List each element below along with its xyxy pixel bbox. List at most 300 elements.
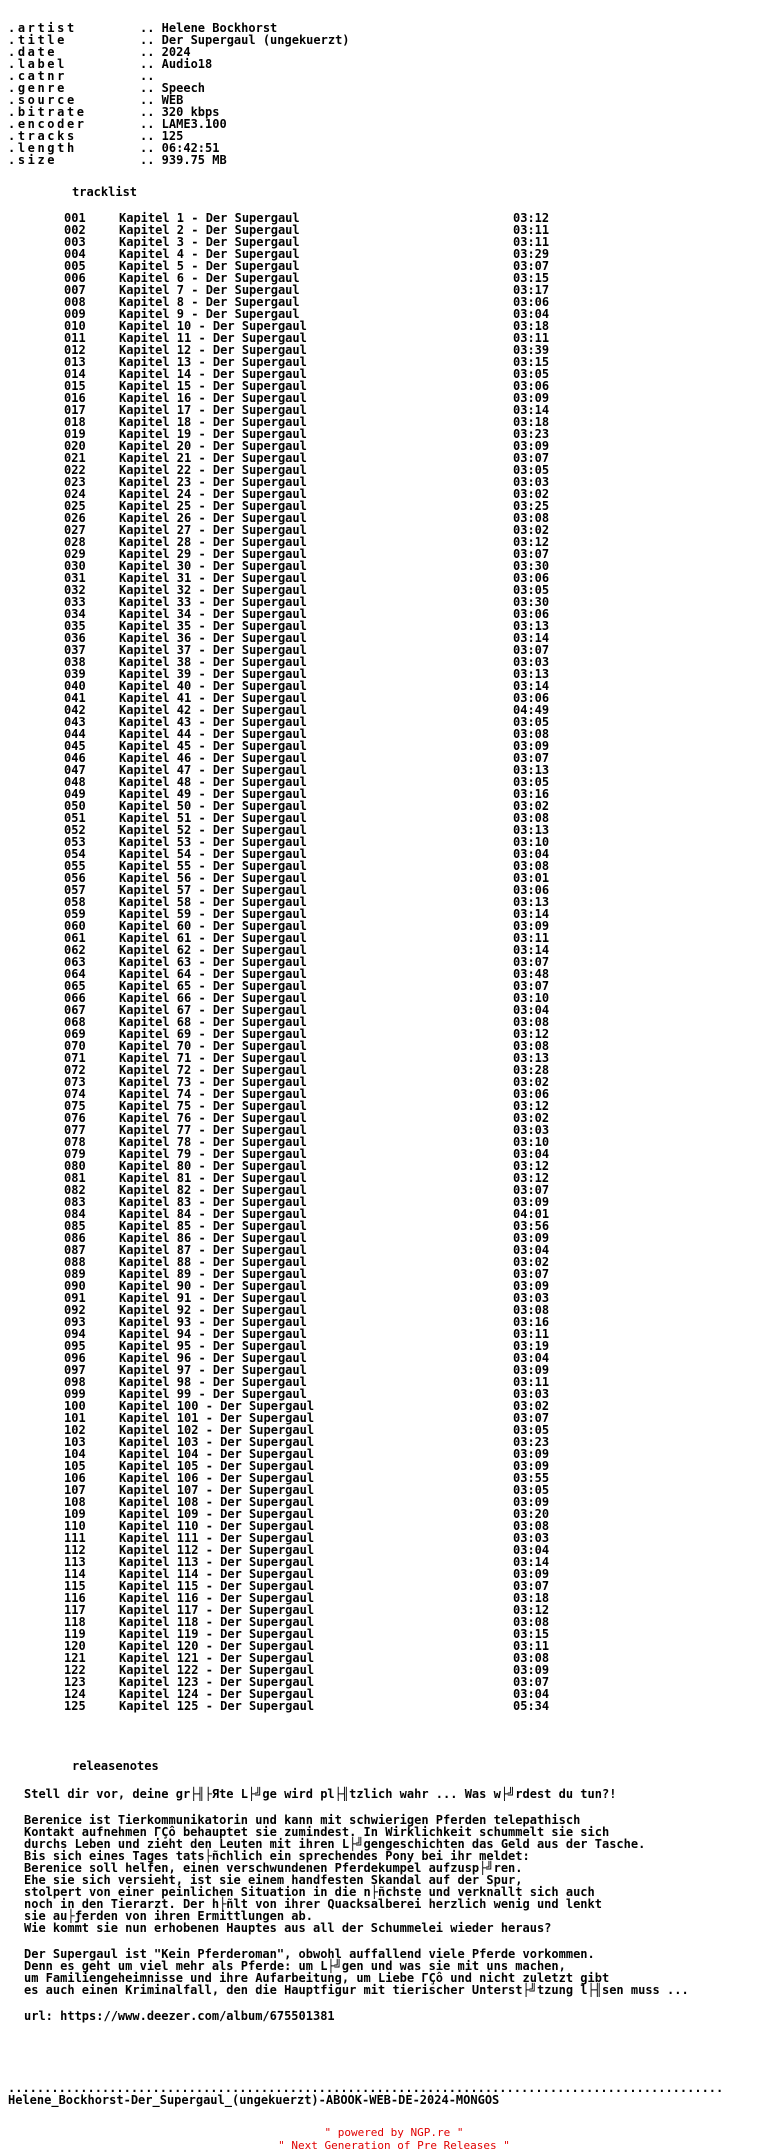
track-number: 089 <box>64 1267 86 1281</box>
track-length: 03:03 <box>513 1123 550 1137</box>
track-length: 03:09 <box>513 739 550 753</box>
track-title: Kapitel 14 - Der Supergaul <box>119 367 307 381</box>
track-title: Kapitel 39 - Der Supergaul <box>119 667 307 681</box>
track-length: 03:05 <box>513 775 550 789</box>
track-length: 03:03 <box>513 1291 550 1305</box>
track-number: 086 <box>64 1231 86 1245</box>
track-number: 097 <box>64 1363 86 1377</box>
track-length: 03:13 <box>513 823 550 837</box>
header-key: .title <box>8 33 67 47</box>
track-title: Kapitel 101 - Der Supergaul <box>119 1411 315 1425</box>
track-title: Kapitel 67 - Der Supergaul <box>119 1003 307 1017</box>
track-number: 077 <box>64 1123 86 1137</box>
track-length: 03:07 <box>513 1675 550 1689</box>
track-number: 105 <box>64 1459 86 1473</box>
track-length: 03:09 <box>513 1567 550 1581</box>
track-length: 03:09 <box>513 1495 550 1509</box>
track-number: 094 <box>64 1327 86 1341</box>
track-number: 095 <box>64 1339 86 1353</box>
track-number: 010 <box>64 319 86 333</box>
track-length: 03:30 <box>513 559 550 573</box>
track-title: Kapitel 32 - Der Supergaul <box>119 583 307 597</box>
header-key: .source <box>8 93 77 107</box>
track-title: Kapitel 53 - Der Supergaul <box>119 835 307 849</box>
track-length: 03:04 <box>513 1003 550 1017</box>
nfo-page <box>8 22 760 2152</box>
track-number: 016 <box>64 391 86 405</box>
track-length: 03:23 <box>513 427 550 441</box>
track-number: 115 <box>64 1579 86 1593</box>
track-title: Kapitel 12 - Der Supergaul <box>119 343 307 357</box>
track-length: 03:02 <box>513 799 550 813</box>
track-title: Kapitel 85 - Der Supergaul <box>119 1219 307 1233</box>
header-key: .label <box>8 57 67 71</box>
track-number: 023 <box>64 475 86 489</box>
track-title: Kapitel 42 - Der Supergaul <box>119 703 307 717</box>
track-number: 018 <box>64 415 86 429</box>
track-number: 112 <box>64 1543 86 1557</box>
track-length: 03:12 <box>513 1099 550 1113</box>
header-row <box>8 130 760 142</box>
track-title: Kapitel 38 - Der Supergaul <box>119 655 307 669</box>
track-number: 071 <box>64 1051 86 1065</box>
track-number: 069 <box>64 1027 86 1041</box>
track-title: Kapitel 9 - Der Supergaul <box>119 307 300 321</box>
track-title: Kapitel 115 - Der Supergaul <box>119 1579 315 1593</box>
track-length: 03:14 <box>513 1555 550 1569</box>
track-title: Kapitel 82 - Der Supergaul <box>119 1183 307 1197</box>
track-title: Kapitel 29 - Der Supergaul <box>119 547 307 561</box>
track-length: 03:08 <box>513 1015 550 1029</box>
track-number: 046 <box>64 751 86 765</box>
track-title: Kapitel 43 - Der Supergaul <box>119 715 307 729</box>
track-number: 003 <box>64 235 86 249</box>
track-title: Kapitel 66 - Der Supergaul <box>119 991 307 1005</box>
track-title: Kapitel 114 - Der Supergaul <box>119 1567 315 1581</box>
track-number: 031 <box>64 571 86 585</box>
track-number: 106 <box>64 1471 86 1485</box>
track-title: Kapitel 89 - Der Supergaul <box>119 1267 307 1281</box>
track-title: Kapitel 91 - Der Supergaul <box>119 1291 307 1305</box>
track-number: 006 <box>64 271 86 285</box>
header-key: .tracks <box>8 129 77 143</box>
track-length: 03:04 <box>513 1147 550 1161</box>
track-number: 012 <box>64 343 86 357</box>
track-title: Kapitel 46 - Der Supergaul <box>119 751 307 765</box>
track-number: 065 <box>64 979 86 993</box>
track-number: 060 <box>64 919 86 933</box>
track-length: 03:07 <box>513 547 550 561</box>
track-length: 03:09 <box>513 1663 550 1677</box>
track-title: Kapitel 88 - Der Supergaul <box>119 1255 307 1269</box>
track-title: Kapitel 106 - Der Supergaul <box>119 1471 315 1485</box>
track-title: Kapitel 79 - Der Supergaul <box>119 1147 307 1161</box>
track-title: Kapitel 8 - Der Supergaul <box>119 295 300 309</box>
track-title: Kapitel 117 - Der Supergaul <box>119 1603 315 1617</box>
track-length: 03:23 <box>513 1435 550 1449</box>
track-title: Kapitel 107 - Der Supergaul <box>119 1483 315 1497</box>
track-length: 03:11 <box>513 1327 550 1341</box>
track-length: 03:05 <box>513 367 550 381</box>
track-number: 061 <box>64 931 86 945</box>
track-length: 03:03 <box>513 475 550 489</box>
track-length: 03:07 <box>513 1579 550 1593</box>
header-row <box>8 142 760 154</box>
notes-line: Ehe sie sich versieht, ist sie einem handfesten Skandal auf der Spur, <box>24 1873 523 1887</box>
track-length: 03:30 <box>513 595 550 609</box>
track-title: Kapitel 54 - Der Supergaul <box>119 847 307 861</box>
header-key: .encoder <box>8 117 87 131</box>
track-number: 033 <box>64 595 86 609</box>
track-title: Kapitel 21 - Der Supergaul <box>119 451 307 465</box>
header-row <box>8 34 760 46</box>
track-number: 039 <box>64 667 86 681</box>
track-title: Kapitel 113 - Der Supergaul <box>119 1555 315 1569</box>
track-length: 03:14 <box>513 943 550 957</box>
track-title: Kapitel 99 - Der Supergaul <box>119 1387 307 1401</box>
header-key: .artist <box>8 21 77 35</box>
notes-line: durchs Leben und zieht den Leuten mit ihren L├╝gengeschichten das Geld aus der Tasche. <box>24 1837 646 1851</box>
track-length: 03:06 <box>513 295 550 309</box>
header-key: .size <box>8 153 58 167</box>
notes-line: Bis sich eines Tages tats├ñchlich ein sprechendes Pony bei ihr meldet: <box>24 1849 530 1863</box>
track-title: Kapitel 56 - Der Supergaul <box>119 871 307 885</box>
track-length: 03:05 <box>513 583 550 597</box>
track-length: 03:18 <box>513 319 550 333</box>
header-value: .. 939.75 MB <box>140 153 227 167</box>
track-length: 03:09 <box>513 391 550 405</box>
track-length: 03:13 <box>513 1051 550 1065</box>
credit-line-1: " powered by NGP.re " <box>324 2126 464 2139</box>
track-title: Kapitel 4 - Der Supergaul <box>119 247 300 261</box>
tracklist <box>8 212 760 1712</box>
track-length: 03:08 <box>513 727 550 741</box>
track-length: 03:12 <box>513 1171 550 1185</box>
release-header <box>8 22 760 166</box>
track-number: 052 <box>64 823 86 837</box>
track-number: 059 <box>64 907 86 921</box>
track-length: 03:09 <box>513 919 550 933</box>
notes-line: Der Supergaul ist "Kein Pferderoman", obwohl auffallend viele Pferde vorkommen. <box>24 1947 595 1961</box>
track-number: 027 <box>64 523 86 537</box>
track-number: 047 <box>64 763 86 777</box>
track-title: Kapitel 58 - Der Supergaul <box>119 895 307 909</box>
header-value: .. Helene Bockhorst <box>140 21 278 35</box>
track-title: Kapitel 59 - Der Supergaul <box>119 907 307 921</box>
track-title: Kapitel 57 - Der Supergaul <box>119 883 307 897</box>
track-number: 101 <box>64 1411 86 1425</box>
track-title: Kapitel 18 - Der Supergaul <box>119 415 307 429</box>
track-length: 03:03 <box>513 1531 550 1545</box>
notes-url: url: https://www.deezer.com/album/675501381 <box>24 2009 335 2023</box>
track-length: 03:14 <box>513 907 550 921</box>
track-length: 03:05 <box>513 1483 550 1497</box>
track-length: 03:12 <box>513 1027 550 1041</box>
track-title: Kapitel 75 - Der Supergaul <box>119 1099 307 1113</box>
notes-line: Berenice ist Tierkommunikatorin und kann mit schwierigen Pferden telepathisch <box>24 1813 581 1827</box>
track-length: 03:39 <box>513 343 550 357</box>
track-title: Kapitel 25 - Der Supergaul <box>119 499 307 513</box>
track-title: Kapitel 34 - Der Supergaul <box>119 607 307 621</box>
notes-line: stolpert von einer peinlichen Situation in die n├ñchste und verknallt sich auch <box>24 1885 595 1899</box>
track-length: 03:07 <box>513 1267 550 1281</box>
track-title: Kapitel 121 - Der Supergaul <box>119 1651 315 1665</box>
track-number: 100 <box>64 1399 86 1413</box>
track-length: 03:06 <box>513 571 550 585</box>
track-number: 093 <box>64 1315 86 1329</box>
track-number: 124 <box>64 1687 86 1701</box>
track-length: 03:15 <box>513 355 550 369</box>
track-title: Kapitel 22 - Der Supergaul <box>119 463 307 477</box>
track-length: 03:11 <box>513 223 550 237</box>
track-number: 118 <box>64 1615 86 1629</box>
track-number: 119 <box>64 1627 86 1641</box>
header-value: .. LAME3.100 <box>140 117 227 131</box>
track-number: 005 <box>64 259 86 273</box>
track-title: Kapitel 64 - Der Supergaul <box>119 967 307 981</box>
track-title: Kapitel 36 - Der Supergaul <box>119 631 307 645</box>
header-value: .. <box>140 69 155 83</box>
track-title: Kapitel 83 - Der Supergaul <box>119 1195 307 1209</box>
track-length: 03:18 <box>513 1591 550 1605</box>
track-length: 03:20 <box>513 1507 550 1521</box>
track-number: 020 <box>64 439 86 453</box>
track-length: 03:06 <box>513 607 550 621</box>
header-row <box>8 58 760 70</box>
track-length: 03:14 <box>513 403 550 417</box>
release-name: Helene_Bockhorst-Der_Supergaul_(ungekuerzt)-ABOOK-WEB-DE-2024-MONGOS <box>8 2093 500 2107</box>
track-number: 037 <box>64 643 86 657</box>
notes-line: sie au├ƒerden von ihren Ermittlungen ab. <box>24 1909 313 1923</box>
track-title: Kapitel 27 - Der Supergaul <box>119 523 307 537</box>
track-length: 03:11 <box>513 331 550 345</box>
track-title: Kapitel 6 - Der Supergaul <box>119 271 300 285</box>
credit-line-2: " Next Generation of Pre Releases " <box>278 2139 510 2152</box>
track-length: 03:11 <box>513 931 550 945</box>
track-title: Kapitel 19 - Der Supergaul <box>119 427 307 441</box>
track-number: 013 <box>64 355 86 369</box>
track-title: Kapitel 63 - Der Supergaul <box>119 955 307 969</box>
header-value: .. Audio18 <box>140 57 213 71</box>
track-number: 107 <box>64 1483 86 1497</box>
track-length: 03:02 <box>513 1075 550 1089</box>
track-number: 019 <box>64 427 86 441</box>
track-number: 110 <box>64 1519 86 1533</box>
track-length: 04:49 <box>513 703 550 717</box>
track-length: 03:15 <box>513 271 550 285</box>
track-number: 054 <box>64 847 86 861</box>
track-number: 079 <box>64 1147 86 1161</box>
track-length: 03:13 <box>513 895 550 909</box>
track-number: 004 <box>64 247 86 261</box>
track-number: 078 <box>64 1135 86 1149</box>
track-length: 03:05 <box>513 463 550 477</box>
track-title: Kapitel 68 - Der Supergaul <box>119 1015 307 1029</box>
track-length: 03:12 <box>513 211 550 225</box>
track-length: 03:09 <box>513 439 550 453</box>
track-number: 123 <box>64 1675 86 1689</box>
track-number: 017 <box>64 403 86 417</box>
track-number: 029 <box>64 547 86 561</box>
track-length: 03:18 <box>513 415 550 429</box>
track-length: 03:14 <box>513 631 550 645</box>
track-title: Kapitel 28 - Der Supergaul <box>119 535 307 549</box>
track-length: 05:34 <box>513 1699 550 1713</box>
notes-lead: Stell dir vor, deine gr├╢├Яte L├╝ge wird pl├╢tzlich wahr ... Was w├╝rdest du tun?! <box>24 1787 617 1801</box>
track-title: Kapitel 17 - Der Supergaul <box>119 403 307 417</box>
track-title: Kapitel 92 - Der Supergaul <box>119 1303 307 1317</box>
track-title: Kapitel 96 - Der Supergaul <box>119 1351 307 1365</box>
track-length: 03:08 <box>513 1303 550 1317</box>
track-title: Kapitel 123 - Der Supergaul <box>119 1675 315 1689</box>
track-number: 014 <box>64 367 86 381</box>
track-title: Kapitel 73 - Der Supergaul <box>119 1075 307 1089</box>
track-length: 03:07 <box>513 751 550 765</box>
track-number: 121 <box>64 1651 86 1665</box>
track-number: 085 <box>64 1219 86 1233</box>
track-length: 03:12 <box>513 535 550 549</box>
track-title: Kapitel 52 - Der Supergaul <box>119 823 307 837</box>
track-title: Kapitel 122 - Der Supergaul <box>119 1663 315 1677</box>
track-title: Kapitel 111 - Der Supergaul <box>119 1531 315 1545</box>
track-title: Kapitel 33 - Der Supergaul <box>119 595 307 609</box>
track-length: 03:10 <box>513 835 550 849</box>
track-title: Kapitel 125 - Der Supergaul <box>119 1699 315 1713</box>
track-number: 021 <box>64 451 86 465</box>
header-row <box>8 106 760 118</box>
track-number: 036 <box>64 631 86 645</box>
track-length: 03:02 <box>513 1255 550 1269</box>
track-title: Kapitel 44 - Der Supergaul <box>119 727 307 741</box>
track-length: 03:04 <box>513 1351 550 1365</box>
track-title: Kapitel 11 - Der Supergaul <box>119 331 307 345</box>
header-row <box>8 70 760 82</box>
header-row <box>8 118 760 130</box>
notes-line: um Familiengeheimnisse und ihre Aufarbeitung, um Liebe ΓÇô und nicht zuletzt gibt <box>24 1971 610 1985</box>
track-number: 040 <box>64 679 86 693</box>
track-title: Kapitel 26 - Der Supergaul <box>119 511 307 525</box>
track-length: 03:09 <box>513 1231 550 1245</box>
notes-paragraph-1 <box>24 1814 760 1934</box>
track-number: 024 <box>64 487 86 501</box>
track-title: Kapitel 65 - Der Supergaul <box>119 979 307 993</box>
track-length: 03:04 <box>513 847 550 861</box>
track-length: 03:07 <box>513 643 550 657</box>
track-length: 03:01 <box>513 871 550 885</box>
track-number: 080 <box>64 1159 86 1173</box>
track-length: 04:01 <box>513 1207 550 1221</box>
track-row <box>64 1700 760 1712</box>
track-title: Kapitel 48 - Der Supergaul <box>119 775 307 789</box>
track-number: 099 <box>64 1387 86 1401</box>
track-number: 102 <box>64 1423 86 1437</box>
track-title: Kapitel 81 - Der Supergaul <box>119 1171 307 1185</box>
track-length: 03:11 <box>513 1375 550 1389</box>
track-length: 03:09 <box>513 1447 550 1461</box>
notes-paragraph-2 <box>24 1948 760 1996</box>
track-length: 03:12 <box>513 1603 550 1617</box>
track-length: 03:16 <box>513 787 550 801</box>
track-number: 088 <box>64 1255 86 1269</box>
track-length: 03:17 <box>513 283 550 297</box>
header-key: .length <box>8 141 77 155</box>
notes-line: Wie kommt sie nun erhobenen Hauptes aus all der Schummelei wieder heraus? <box>24 1921 552 1935</box>
track-number: 032 <box>64 583 86 597</box>
track-length: 03:06 <box>513 691 550 705</box>
track-title: Kapitel 2 - Der Supergaul <box>119 223 300 237</box>
track-number: 028 <box>64 535 86 549</box>
track-length: 03:04 <box>513 1687 550 1701</box>
header-row <box>8 22 760 34</box>
track-number: 081 <box>64 1171 86 1185</box>
track-title: Kapitel 110 - Der Supergaul <box>119 1519 315 1533</box>
track-title: Kapitel 105 - Der Supergaul <box>119 1459 315 1473</box>
credits <box>8 2126 760 2152</box>
track-title: Kapitel 120 - Der Supergaul <box>119 1639 315 1653</box>
track-number: 087 <box>64 1243 86 1257</box>
track-title: Kapitel 13 - Der Supergaul <box>119 355 307 369</box>
track-number: 025 <box>64 499 86 513</box>
track-title: Kapitel 55 - Der Supergaul <box>119 859 307 873</box>
track-length: 03:08 <box>513 859 550 873</box>
track-length: 03:07 <box>513 451 550 465</box>
track-title: Kapitel 40 - Der Supergaul <box>119 679 307 693</box>
track-title: Kapitel 87 - Der Supergaul <box>119 1243 307 1257</box>
track-length: 03:07 <box>513 979 550 993</box>
track-number: 007 <box>64 283 86 297</box>
track-number: 066 <box>64 991 86 1005</box>
header-row <box>8 154 760 166</box>
track-title: Kapitel 100 - Der Supergaul <box>119 1399 315 1413</box>
header-value: .. 320 kbps <box>140 105 220 119</box>
track-length: 03:04 <box>513 1543 550 1557</box>
track-number: 125 <box>64 1699 86 1713</box>
track-title: Kapitel 124 - Der Supergaul <box>119 1687 315 1701</box>
track-title: Kapitel 45 - Der Supergaul <box>119 739 307 753</box>
track-length: 03:07 <box>513 1183 550 1197</box>
track-title: Kapitel 30 - Der Supergaul <box>119 559 307 573</box>
track-length: 03:07 <box>513 955 550 969</box>
track-number: 090 <box>64 1279 86 1293</box>
track-number: 063 <box>64 955 86 969</box>
track-length: 03:02 <box>513 1399 550 1413</box>
track-length: 03:11 <box>513 235 550 249</box>
track-length: 03:13 <box>513 619 550 633</box>
track-number: 058 <box>64 895 86 909</box>
track-title: Kapitel 24 - Der Supergaul <box>119 487 307 501</box>
track-title: Kapitel 98 - Der Supergaul <box>119 1375 307 1389</box>
track-length: 03:02 <box>513 487 550 501</box>
header-value: .. 2024 <box>140 45 191 59</box>
track-title: Kapitel 41 - Der Supergaul <box>119 691 307 705</box>
track-number: 096 <box>64 1351 86 1365</box>
track-title: Kapitel 62 - Der Supergaul <box>119 943 307 957</box>
track-length: 03:10 <box>513 1135 550 1149</box>
track-number: 008 <box>64 295 86 309</box>
track-number: 103 <box>64 1435 86 1449</box>
track-number: 120 <box>64 1639 86 1653</box>
track-title: Kapitel 16 - Der Supergaul <box>119 391 307 405</box>
track-number: 062 <box>64 943 86 957</box>
track-length: 03:05 <box>513 715 550 729</box>
track-length: 03:09 <box>513 1279 550 1293</box>
track-length: 03:03 <box>513 655 550 669</box>
track-number: 067 <box>64 1003 86 1017</box>
track-title: Kapitel 15 - Der Supergaul <box>119 379 307 393</box>
track-title: Kapitel 72 - Der Supergaul <box>119 1063 307 1077</box>
track-title: Kapitel 70 - Der Supergaul <box>119 1039 307 1053</box>
track-length: 03:11 <box>513 1639 550 1653</box>
